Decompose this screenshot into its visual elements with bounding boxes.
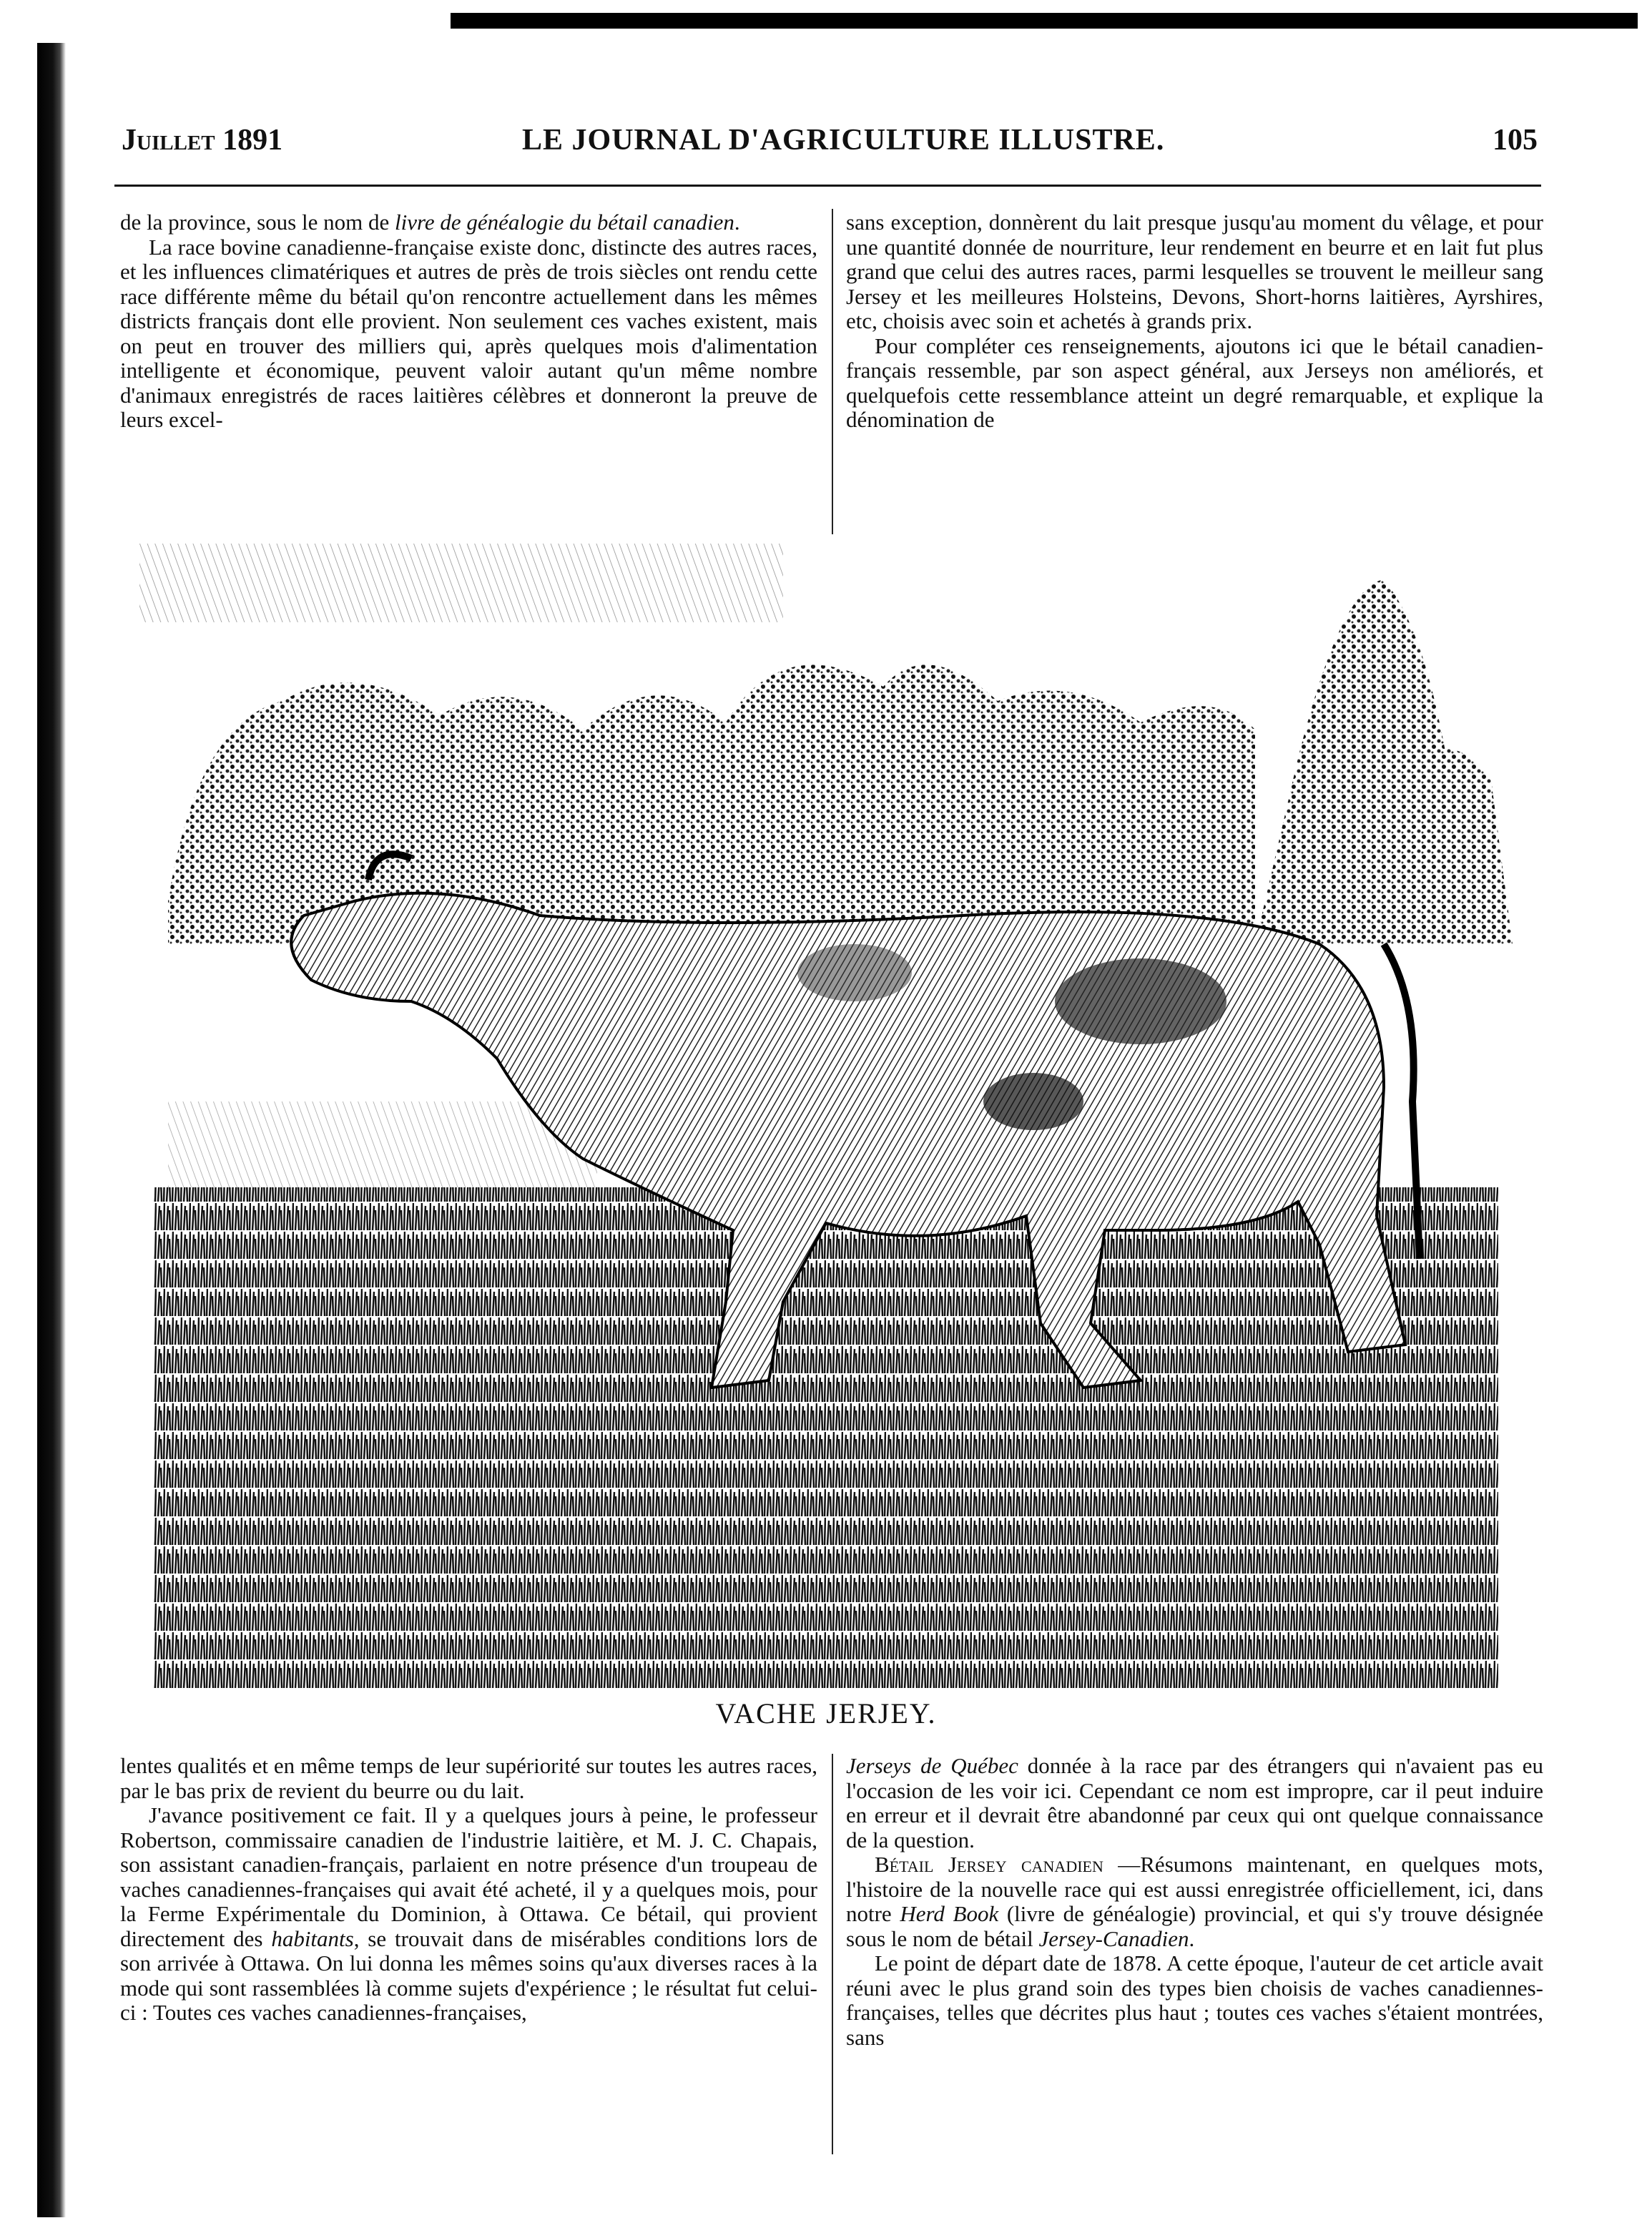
grass-field	[154, 1187, 1498, 1688]
page-number: 105	[1493, 124, 1538, 157]
page-left-edge	[37, 43, 66, 2217]
column-divider	[832, 1754, 833, 2154]
top-right-column	[846, 210, 1543, 433]
paragraph: Bétail Jersey canadien —Résumons maintenant, en quelques mots, l'histoire de la nouvelle race qui est aussi enregistrée officiellement, ici, dans notre Herd Book (livre de généalogie) provincial, et qui s'y trouve désignée sous le nom de bétail Jersey-Canadien.	[846, 1852, 1543, 1951]
sky-clouds	[139, 544, 783, 622]
paragraph: Jerseys de Québec donnée à la race par des étrangers qui n'avaient pas eu l'occasion de les voir ici. Cependant ce nom est impropre, car il peut induire en erreur et il devrait être abandonné par ceux qui ont quelque connaissance de la question.	[846, 1753, 1544, 1852]
pond	[168, 1101, 597, 1187]
paragraph: de la province, sous le nom de livre de généalogie du bétail canadien.	[120, 210, 740, 235]
paragraph: sans exception, donnèrent du lait presque jusqu'au moment du vêlage, et pour une quantité donnée de nourriture, leur rendement en beurre et en lait fut plus grand que celui des autres races, parmi lesquelles se trouvent le meilleur sang Jersey et les meilleures Holsteins, Devons, Short-horns laitières, Ayrshires, etc, choisis avec soin et achetés à grands prix.	[846, 210, 1543, 333]
header-rule	[114, 185, 1541, 187]
section-heading: Bétail Jersey canadien	[875, 1852, 1103, 1877]
page-header	[122, 123, 1538, 166]
top-rule	[451, 13, 1638, 29]
cow-engraving	[139, 544, 1520, 1688]
background-trees	[168, 579, 1513, 944]
paragraph: Pour compléter ces renseignements, ajoutons ici que le bétail canadien-français ressemble, par son aspect général, aux Jerseys non améliorés, et quelquefois cette ressemblance atteint un degré remarquable, et explique la dénomination de	[846, 333, 1543, 432]
illustration-caption: VACHE JERJEY.	[715, 1697, 937, 1729]
header-date: Juillet 1891	[122, 124, 283, 157]
paragraph: La race bovine canadienne-française existe donc, distincte des autres races, et les influences climatériques et autres de près de trois siècles ont rendu cette race différente même du bétail qu'on rencontre actuellement dans les mêmes districts français dont elle provient. Non seulement ces vaches existent, mais on peut en trouver des milliers qui, après quelques mois d'alimentation intelligente et économique, peuvent valoir autant qu'un même nombre d'animaux enregistrés de races laitières célèbres et donneront la preuve de leurs excel-	[120, 234, 817, 432]
bottom-left-column	[120, 1754, 817, 2026]
paragraph: lentes qualités et en même temps de leur supériorité sur toutes les autres races, par le bas prix de revient du beurre ou du lait.	[120, 1753, 817, 1803]
bottom-right-column	[846, 1754, 1543, 2050]
paragraph: J'avance positivement ce fait. Il y a quelques jours à peine, le professeur Robertson, commissaire canadien de l'industrie laitière, et M. J. C. Chapais, son assistant canadien-français, parlaient en notre présence d'un troupeau de vaches canadiennes-françaises qui avait été acheté, il y a quelques mois, pour la Ferme Expérimentale du Dominion, à Ottawa. Ce bétail, qui provient directement des habitants, se trouvait dans de misérables conditions lors de son arrivée à Ottawa. On lui donna les mêmes soins qu'aux diverses races à la mode qui sont rassemblées là comme sujets d'expérience ; le résultat fut celui-ci : Toutes ces vaches canadiennes-françaises,	[120, 1802, 817, 2025]
column-divider	[832, 209, 833, 534]
paragraph: Le point de départ date de 1878. A cette époque, l'auteur de cet article avait réuni avec le plus grand soin des types bien choisis de vaches canadiennes-françaises, telles que décrites plus haut ; toutes ces vaches s'étaient montrées, sans	[846, 1950, 1543, 2050]
journal-title: LE JOURNAL D'AGRICULTURE ILLUSTRE.	[522, 124, 1165, 157]
top-left-column	[120, 210, 817, 433]
